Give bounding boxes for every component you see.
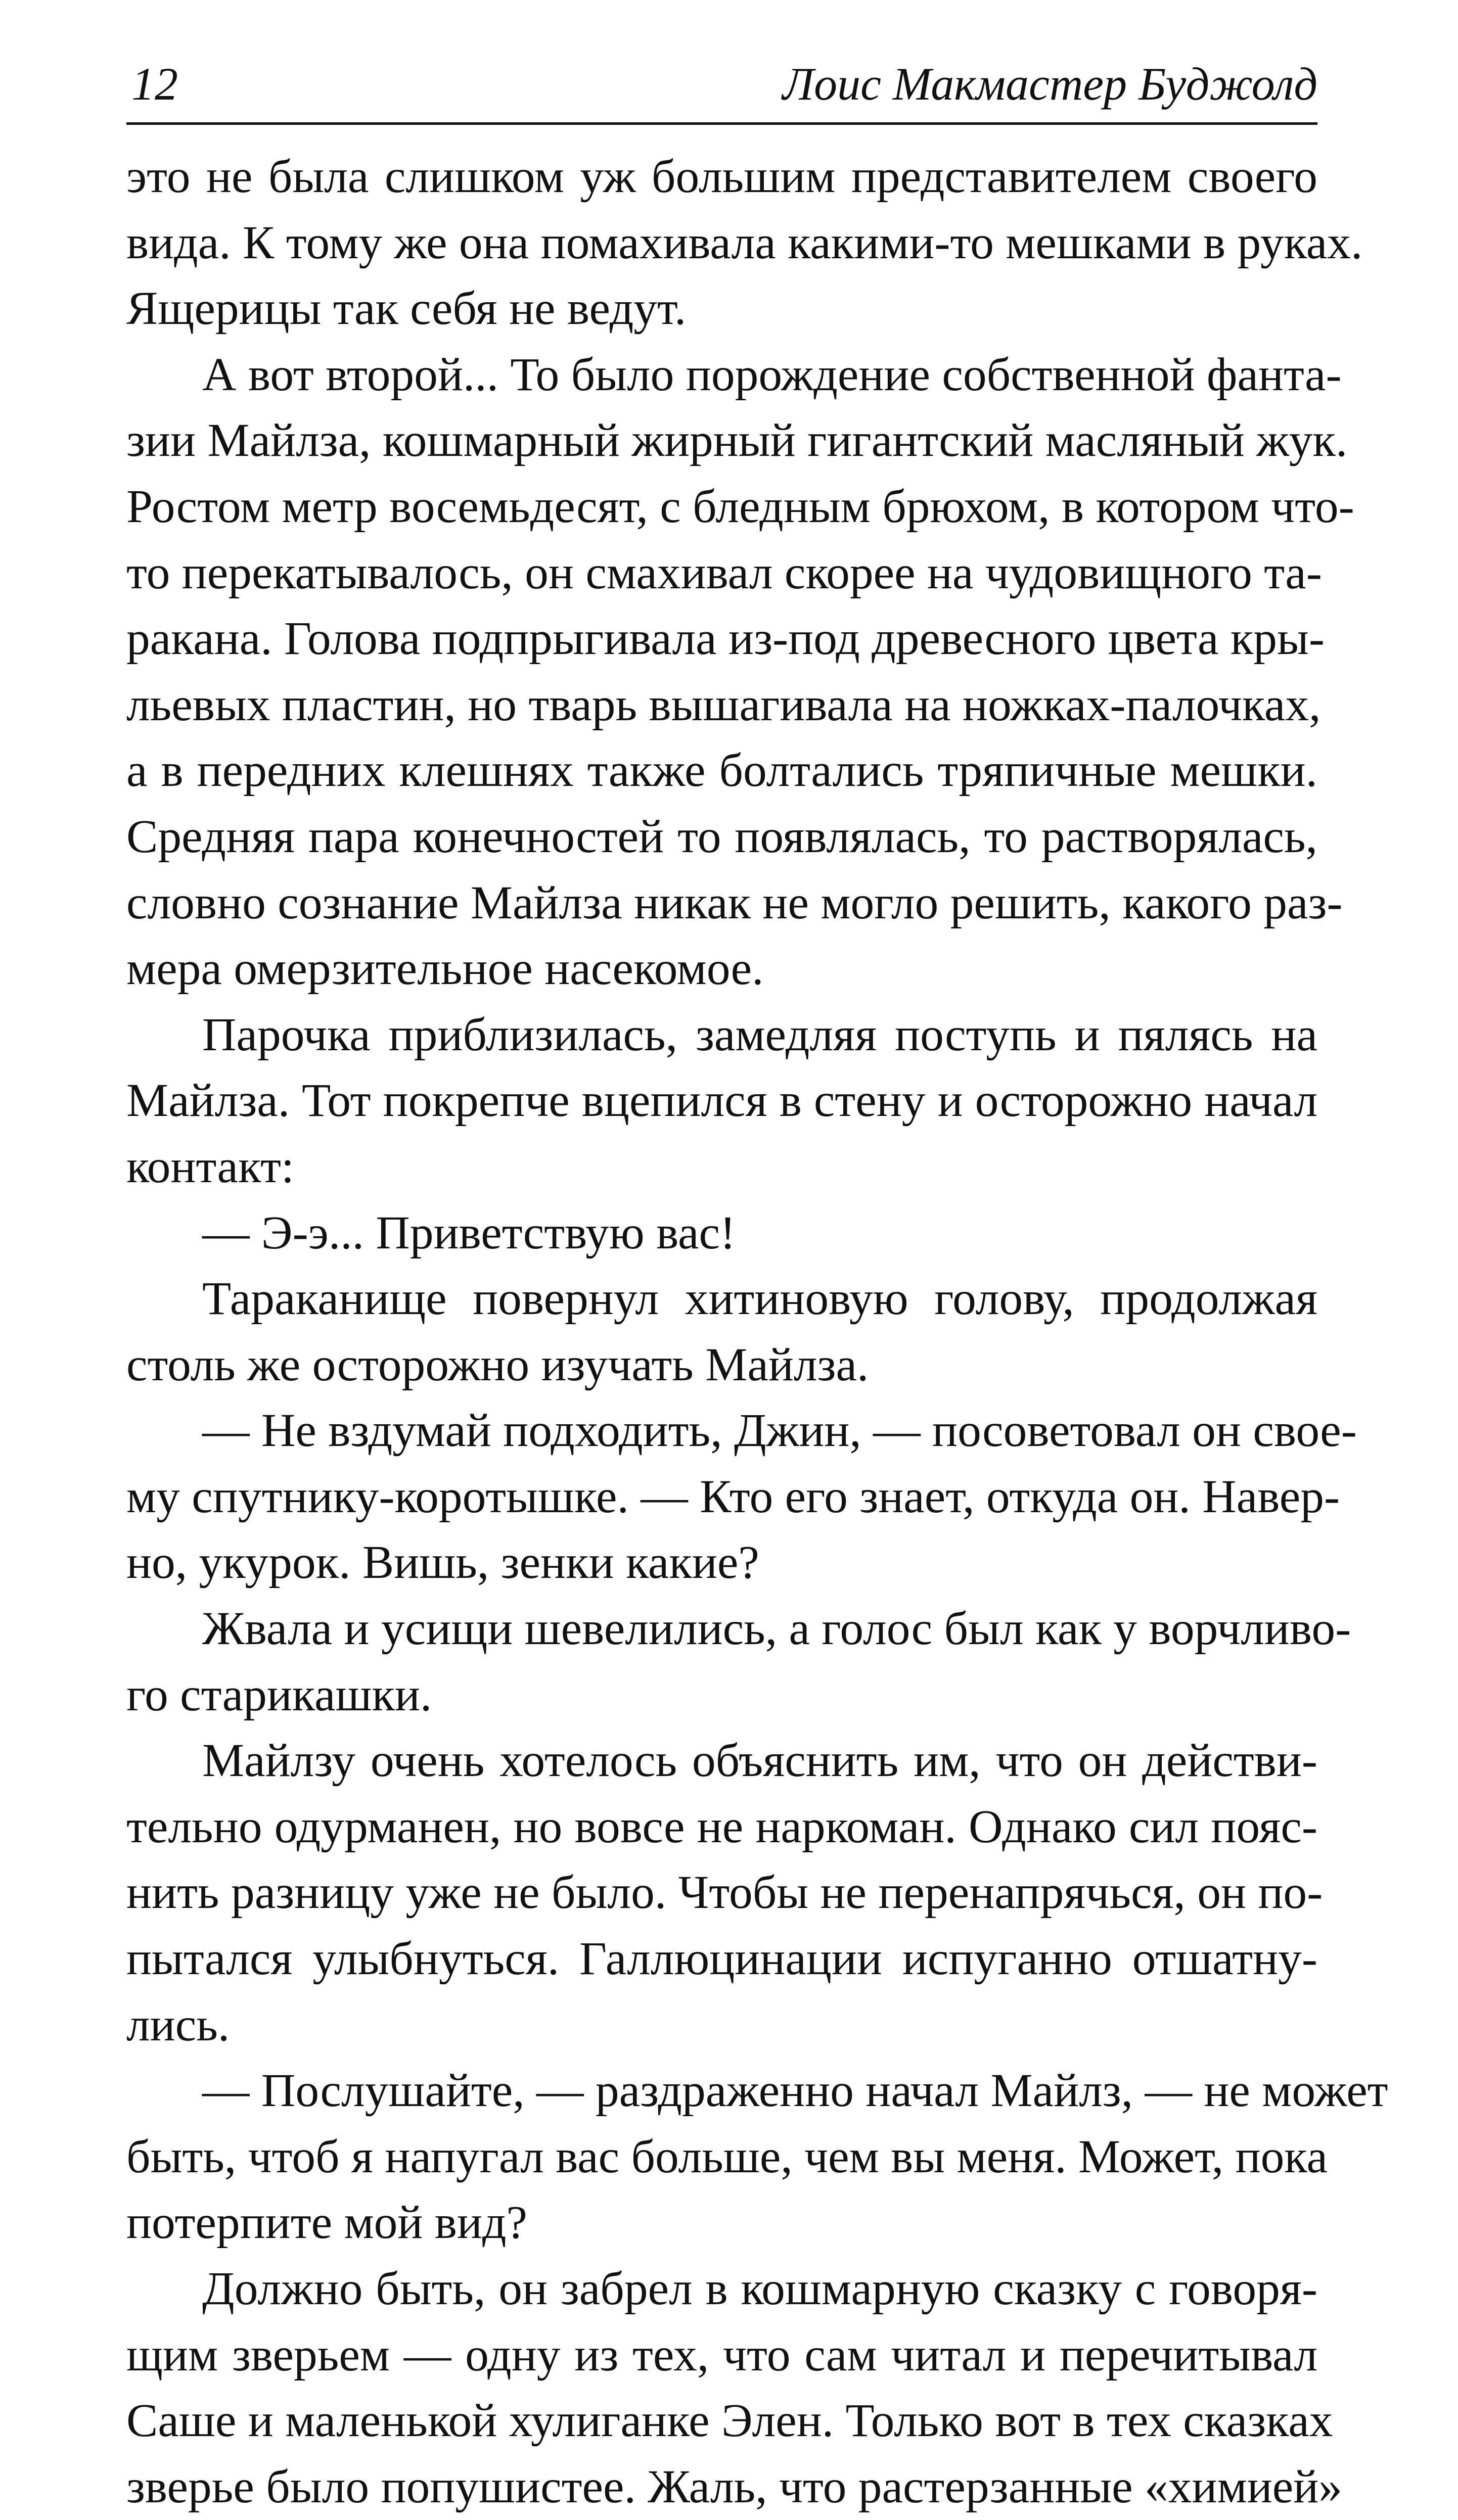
text-line-14: Парочка приблизилась, замедляя поступь и пялясь на — [202, 1008, 1317, 1061]
text-line-8: ракана. Голова подпрыгивала из-под древесного цвета кры- — [126, 613, 1325, 665]
text-line-6: Ростом метр восемьдесят, с бледным брюхом, в котором что- — [126, 480, 1354, 533]
text-line-35: Саше и маленькой хулиганке Элен. Только вот в тех сказках — [126, 2395, 1333, 2447]
page-body-text — [126, 144, 1388, 2520]
text-line-13: мера омерзительное насекомое. — [126, 943, 764, 995]
text-line-22: но, укурок. Вишь, зенки какие? — [126, 1536, 759, 1589]
text-line-12: словно сознание Майлза никак не могло решить, какого раз- — [126, 876, 1343, 929]
text-line-31: быть, чтоб я напугал вас больше, чем вы меня. Может, пока — [126, 2130, 1328, 2183]
text-line-3: Ящерицы так себя не ведут. — [126, 283, 687, 335]
text-line-19: столь же осторожно изучать Майлза. — [126, 1338, 869, 1391]
text-line-16: контакт: — [126, 1140, 294, 1193]
text-line-34: щим зверьем — одну из тех, что сам читал и перечитывал — [126, 2328, 1317, 2381]
text-line-7: то перекатывалось, он смахивал скорее на чудовищного та- — [126, 546, 1322, 599]
text-line-9: льевых пластин, но тварь вышагивала на ножках-палочках, — [126, 678, 1321, 731]
book-author-header: Лоис Макмастер Буджолд — [782, 58, 1317, 110]
text-line-29: лись. — [126, 1998, 230, 2051]
text-line-33: Должно быть, он забрел в кошмарную сказку с говоря- — [202, 2263, 1317, 2315]
text-line-26: тельно одурманен, но вовсе не наркоман. Однако сил пояс- — [126, 1800, 1317, 1853]
text-line-32: потерпите мой вид? — [126, 2197, 528, 2249]
running-header — [126, 46, 1317, 125]
text-line-21: му спутнику-коротышке. — Кто его знает, откуда он. Навер- — [126, 1470, 1340, 1523]
text-line-18: Тараканище повернул хитиновую голову, продолжая — [202, 1273, 1317, 1325]
text-line-23: Жвала и усищи шевелились, а голос был как у ворчливо- — [202, 1603, 1351, 1655]
text-line-28: пытался улыбнуться. Галлюцинации испуганно отшатну- — [126, 1933, 1317, 1985]
text-line-30: — Послушайте, — раздраженно начал Майлз, — не может — [202, 2065, 1388, 2117]
text-line-27: нить разницу уже не было. Чтобы не перенапрячься, он по- — [126, 1866, 1323, 1919]
text-line-11: Средняя пара конечностей то появлялась, то растворялась, — [126, 810, 1317, 863]
text-line-5: зии Майлза, кошмарный жирный гигантский масляный жук. — [126, 414, 1348, 467]
text-line-1: это не была слишком уж большим представителем своего — [126, 151, 1317, 203]
text-line-15: Майлза. Тот покрепче вцепился в стену и осторожно начал — [126, 1075, 1317, 1127]
text-line-4: А вот второй... То было порождение собственной фанта- — [202, 348, 1342, 401]
text-line-24: го старикашки. — [126, 1668, 432, 1721]
text-line-20: — Не вздумай подходить, Джин, — посоветовал он свое- — [202, 1405, 1357, 1457]
text-line-10: а в передних клешнях также болтались тряпичные мешки. — [126, 744, 1317, 797]
text-line-2: вида. К тому же она помахивала какими-то мешками в руках. — [126, 216, 1363, 269]
text-line-17: — Э-э... Приветствую вас! — [202, 1206, 736, 1259]
text-line-36: зверье было попушистее. Жаль, что растерзанные «химией» — [126, 2460, 1343, 2513]
page-number: 12 — [131, 58, 178, 110]
text-line-25: Майлзу очень хотелось объяснить им, что он действи- — [202, 1735, 1317, 1787]
